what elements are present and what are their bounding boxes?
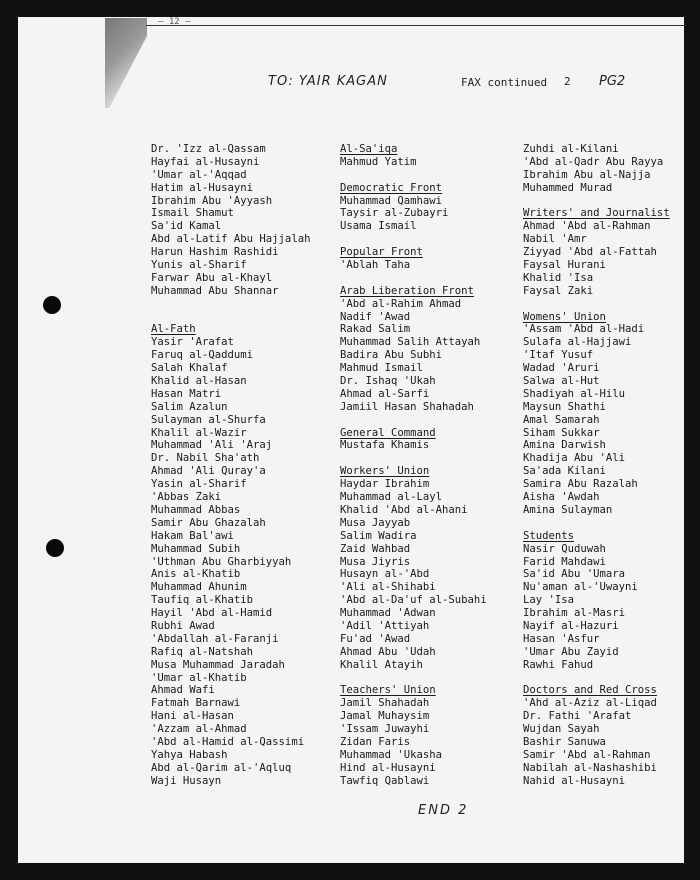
name-entry: Fatmah Barnawi [151,697,241,710]
header-rule [146,25,686,26]
name-entry: 'Ali al-Shihabi [340,581,436,594]
spacer [523,298,673,311]
fax-continued-label: FAX continued [461,76,548,89]
name-entry: Nadif 'Awad [340,310,411,323]
punch-hole-top [43,296,61,314]
name-entry: Dr. Nabil Sha'ath [151,452,260,465]
section-heading: Workers' Union [340,465,430,478]
spacer [340,233,487,246]
name-entry: Muhammad 'Ukasha [340,748,443,761]
name-entry: Ibrahim Abu 'Ayyash [151,194,273,207]
name-entry: Ismail Shamut [151,207,234,220]
section-heading: Teachers' Union [340,684,436,697]
name-entry: Hayfai al-Husayni [151,155,260,168]
name-entry: Mahmud Ismail [340,362,423,375]
name-entry: Khalid 'Isa [523,271,594,284]
name-entry: Samira Abu Razalah [523,478,638,491]
name-entry: Salwa al-Hut [523,375,600,388]
name-entry: Amina Darwish [523,439,606,452]
name-entry: Salim Wadira [340,529,417,542]
name-entry: Muhammad al-Layl [340,491,443,504]
spacer [523,672,673,685]
name-entry: 'Umar al-Khatib [151,671,247,684]
name-entry: Rakad Salim [340,323,411,336]
name-entry: Zaid Wahbad [340,542,411,555]
spacer [151,298,310,311]
section-heading: Popular Front [340,246,423,259]
name-entry: 'Abd al-Hamid al-Qassimi [151,735,305,748]
name-entry: Hatim al-Husayni [151,181,254,194]
name-entry: Hayil 'Abd al-Hamid [151,607,273,620]
name-entry: Aisha 'Awdah [523,491,600,504]
name-entry: Husayn al-'Abd [340,568,430,581]
name-column-3 [523,143,673,788]
name-entry: Sa'id Kamal [151,220,222,233]
name-entry: Nabil 'Amr [523,233,587,246]
name-entry: 'Abd al-Rahim Ahmad [340,297,462,310]
name-entry: Dr. Ishaq 'Ukah [340,375,436,388]
name-entry: Yasin al-Sharif [151,478,247,491]
name-entry: Salim Azalun [151,400,228,413]
spacer [340,414,487,427]
name-entry: Nabilah al-Nashashibi [523,761,657,774]
name-entry: Rafiq al-Natshah [151,645,254,658]
name-entry: Wujdan Sayah [523,723,600,736]
name-entry: Abd al-Qarim al-'Aqluq [151,761,292,774]
name-entry: Jamil Shahadah [340,697,430,710]
name-entry: Siham Sukkar [523,426,600,439]
fax-page [18,17,684,863]
name-entry: Mustafa Khamis [340,439,430,452]
name-entry: Mahmud Yatim [340,155,417,168]
name-entry: Faruq al-Qaddumi [151,349,254,362]
name-entry: Nasir Quduwah [523,542,606,555]
name-entry: 'Adil 'Attiyah [340,619,430,632]
name-entry: Hani al-Hasan [151,710,234,723]
name-entry: Ziyyad 'Abd al-Fattah [523,246,657,259]
name-entry: Taysir al-Zubayri [340,207,449,220]
name-entry: Hasan Matri [151,387,222,400]
name-entry: Hind al-Husayni [340,761,436,774]
name-entry: Waji Husayn [151,774,222,787]
name-entry: 'Umar al-'Aqqad [151,168,247,181]
name-entry: Muhammad Salih Attayah [340,336,481,349]
name-entry: Haydar Ibrahim [340,478,430,491]
name-entry: Jamiil Hasan Shahadah [340,400,474,413]
name-entry: 'Umar Abu Zayid [523,645,619,658]
name-entry: Nahid al-Husayni [523,774,626,787]
name-entry: Fu'ad 'Awad [340,632,411,645]
name-entry: 'Ablah Taha [340,259,411,272]
name-entry: 'Assam 'Abd al-Hadi [523,323,645,336]
name-entry: 'Ahd al-Aziz al-Liqad [523,697,657,710]
punch-hole-bottom [46,539,64,557]
handwritten-end-mark: END 2 [418,803,469,818]
name-entry: 'Abd al-Qadr Abu Rayya [523,155,664,168]
name-entry: Dr. 'Izz al-Qassam [151,143,266,155]
name-entry: Lay 'Isa [523,594,575,607]
name-entry: Samir Abu Ghazalah [151,516,266,529]
name-entry: Yunis al-Sharif [151,259,247,272]
name-entry: 'Abbas Zaki [151,491,222,504]
section-heading: Writers' and Journalist [523,207,670,220]
name-entry: Muhammad Ahunim [151,581,247,594]
name-entry: Muhammed Murad [523,181,613,194]
name-entry: Ibrahim al-Masri [523,607,626,620]
name-entry: 'Uthman Abu Gharbiyyah [151,555,292,568]
name-entry: Shadiyah al-Hilu [523,387,626,400]
name-entry: Muhammad Qamhawi [340,194,443,207]
section-heading: Arab Liberation Front [340,284,474,297]
spacer [151,311,310,324]
name-entry: Dr. Fathi 'Arafat [523,710,632,723]
name-entry: Muhammad Abu Shannar [151,284,279,297]
name-entry: 'Abd al-Da'uf al-Subahi [340,594,487,607]
name-entry: Khalil Atayih [340,658,423,671]
name-entry: Muhammad Abbas [151,503,241,516]
name-entry: Musa Jayyab [340,516,411,529]
spacer [340,169,487,182]
name-entry: Ahmad Abu 'Udah [340,645,436,658]
header-fragment: — 12 — [158,17,191,27]
name-entry: Sa'id Abu 'Umara [523,568,626,581]
name-entry: 'Abdallah al-Faranji [151,632,279,645]
name-entry: Amina Sulayman [523,503,613,516]
fax-page-number: 2 [564,75,571,88]
name-entry: Khalid al-Hasan [151,375,247,388]
name-entry: Nu'aman al-'Uwayni [523,581,638,594]
name-entry: Ahmad 'Ali Quray'a [151,465,266,478]
name-entry: Tawfiq Qablawi [340,774,430,787]
name-column-1 [151,143,310,788]
name-entry: Ahmad 'Abd al-Rahman [523,220,651,233]
name-entry: Salah Khalaf [151,362,228,375]
name-entry: Nayif al-Hazuri [523,619,619,632]
name-entry: Harun Hashim Rashidi [151,246,279,259]
name-entry: Musa Jiyris [340,555,411,568]
name-entry: Jamal Muhaysim [340,710,430,723]
name-entry: Hakam Bal'awi [151,529,234,542]
name-entry: Yahya Habash [151,748,228,761]
spacer [340,672,487,685]
section-heading: Al-Fath [151,323,196,336]
handwritten-page-mark: PG2 [599,74,626,89]
name-entry: Rawhi Fahud [523,658,594,671]
name-entry: 'Azzam al-Ahmad [151,723,247,736]
name-entry: Muhammad Subih [151,542,241,555]
name-entry: Bashir Sanuwa [523,735,606,748]
name-entry: Muhammad 'Adwan [340,607,436,620]
name-entry: Taufiq al-Khatib [151,594,254,607]
name-entry: Anis al-Khatib [151,568,241,581]
name-entry: Musa Muhammad Jaradah [151,658,285,671]
name-entry: Khalil al-Wazir [151,426,247,439]
name-entry: Maysun Shathi [523,400,606,413]
spacer [523,195,673,208]
name-entry: Wadad 'Aruri [523,362,600,375]
name-entry: Farid Mahdawi [523,555,606,568]
handwritten-recipient: TO: YAIR KAGAN [268,74,388,89]
name-entry: Samir 'Abd al-Rahman [523,748,651,761]
spacer [340,272,487,285]
section-heading: General Command [340,426,436,439]
name-entry: Zuhdi al-Kilani [523,143,619,155]
section-heading: Students [523,529,575,542]
spacer [340,452,487,465]
name-entry: Faysal Zaki [523,284,594,297]
name-entry: Rubhi Awad [151,619,215,632]
spacer [523,517,673,530]
name-entry: Ahmad Wafi [151,684,215,697]
name-column-2 [340,143,487,788]
name-entry: Faysal Hurani [523,259,606,272]
section-heading: Democratic Front [340,181,443,194]
name-entry: Usama Ismail [340,220,417,233]
section-heading: Womens' Union [523,310,606,323]
name-entry: Sa'ada Kilani [523,465,606,478]
name-entry: Khadija Abu 'Ali [523,452,626,465]
name-entry: Zidan Faris [340,735,411,748]
name-entry: Yasir 'Arafat [151,336,234,349]
name-entry: Badira Abu Subhi [340,349,443,362]
name-entry: Hasan 'Asfur [523,632,600,645]
name-entry: Ahmad al-Sarfi [340,387,430,400]
corner-smudge [105,18,147,108]
name-entry: Sulayman al-Shurfa [151,413,266,426]
name-entry: Abd al-Latif Abu Hajjalah [151,233,311,246]
section-heading: Doctors and Red Cross [523,684,657,697]
name-entry: 'Issam Juwayhi [340,723,430,736]
name-entry: Muhammad 'Ali 'Araj [151,439,273,452]
name-entry: 'Itaf Yusuf [523,349,594,362]
section-heading: Al-Sa'iqa [340,143,398,155]
name-entry: Khalid 'Abd al-Ahani [340,503,468,516]
name-entry: Sulafa al-Hajjawi [523,336,632,349]
name-entry: Amal Samarah [523,413,600,426]
name-entry: Farwar Abu al-Khayl [151,271,273,284]
name-entry: Ibrahim Abu al-Najja [523,168,651,181]
